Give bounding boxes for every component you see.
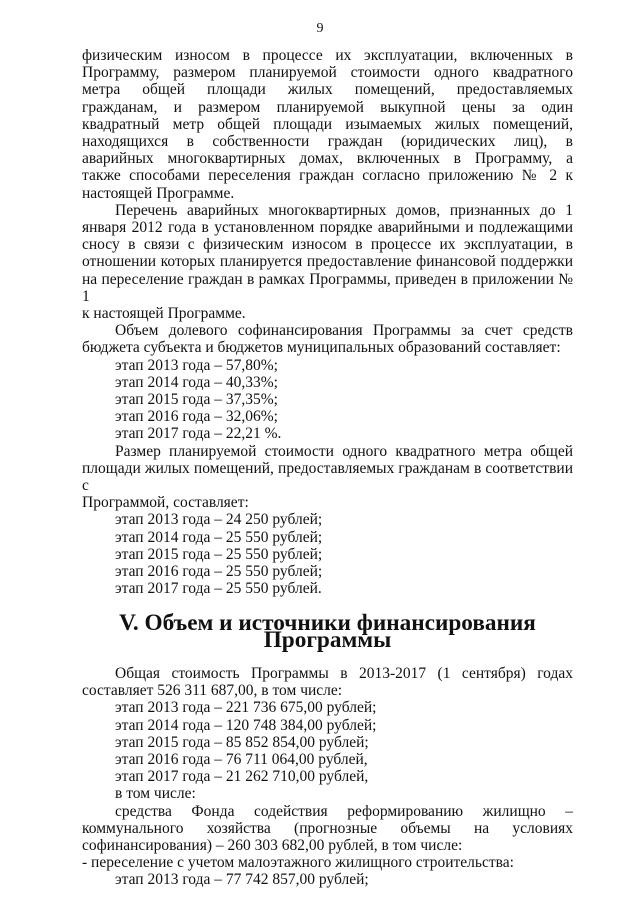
text-line: - переселение с учетом малоэтажного жилищного строительства: (82, 854, 514, 872)
list-item: этап 2015 года – 37,35%; (115, 391, 278, 409)
text-line: на переселение граждан в рамках Программы, приведен в приложении № 1 (82, 270, 573, 305)
list-item: этап 2013 года – 221 736 675,00 рублей; (115, 699, 377, 717)
text-line: коммунального хозяйства (прогнозные объемы на условиях (82, 819, 573, 837)
text-line: софинансирования) – 260 303 682,00 рублей, в том числе: (82, 836, 463, 854)
text-line: к настоящей Программе. (82, 305, 246, 323)
total-stage-list (82, 699, 573, 802)
list-item: этап 2017 года – 22,21 %. (115, 425, 282, 443)
text-line: настоящей Программе. (82, 184, 235, 202)
text-line: Программу, размером планируемой стоимости одного квадратного (82, 64, 573, 82)
list-item: этап 2013 года – 57,80%; (115, 356, 278, 374)
text-line: Перечень аварийных многоквартирных домов, признанных до 1 (115, 201, 573, 219)
page-number: 9 (316, 21, 324, 36)
paragraph-displacement-methods (82, 47, 573, 202)
price-stage-list (82, 511, 573, 597)
paragraph-square-meter-price (82, 443, 573, 512)
list-item: этап 2016 года – 76 711 064,00 рублей, (115, 750, 368, 768)
list-item: этап 2017 года – 21 262 710,00 рублей, (115, 768, 369, 786)
text-line: метра общей площади жилых помещений, предоставляемых (82, 81, 573, 99)
text-line: площади жилых помещений, предоставляемых гражданам в соответствии с (82, 459, 573, 495)
text-line: Общая стоимость Программы в 2013-2017 (1 сентября) годах (115, 664, 573, 682)
section-heading: V. Объем и источники финансирования Программы (119, 609, 536, 653)
text-line: гражданам, и размером планируемой выкупной цены за один (82, 98, 573, 116)
list-item: этап 2014 года – 40,33%; (115, 373, 278, 391)
text-line: сносу в связи с физическим износом в процессе их эксплуатации, в (82, 236, 573, 254)
text-line: находящихся в собственности граждан (юридических лиц), в (82, 133, 573, 151)
text-line: отношении которых планируется предоставление финансовой поддержки (82, 253, 573, 271)
cofinancing-stage-list (82, 357, 573, 443)
list-item: этап 2013 года – 77 742 857,00 рублей; (115, 871, 369, 889)
text-line: средства Фонда содействия реформированию жилищно – (115, 802, 573, 820)
list-item: этап 2015 года – 25 550 рублей; (115, 545, 323, 563)
document-body (82, 47, 573, 889)
text-line: Программой, составляет: (82, 494, 249, 512)
text-line: также способами переселения граждан согласно приложению № 2 к (82, 167, 573, 185)
list-item: этап 2016 года – 25 550 рублей; (115, 563, 323, 581)
paragraph-emergency-houses-list (82, 202, 573, 322)
text-line: аварийных многоквартирных домах, включенных в Программу, а (82, 150, 573, 168)
list-item: этап 2013 года – 24 250 рублей; (115, 511, 323, 529)
text-line: Размер планируемой стоимости одного квадратного метра общей (115, 442, 573, 460)
paragraph-fund-means (82, 803, 573, 855)
text-line: бюджета субъекта и бюджетов муниципальных образований составляет: (82, 339, 561, 357)
list-item: этап 2017 года – 25 550 рублей. (115, 580, 322, 598)
text-line: января 2012 года в установленном порядке аварийными и подлежащими (82, 219, 573, 237)
list-item: этап 2016 года – 32,06%; (115, 408, 278, 426)
list-item: этап 2015 года – 85 852 854,00 рублей; (115, 733, 369, 751)
text-line: Объем долевого софинансирования Программы за счет средств (115, 322, 573, 340)
list-item: в том числе: (115, 785, 196, 803)
list-item: этап 2014 года – 25 550 рублей; (115, 528, 323, 546)
text-line: квадратный метр общей площади изымаемых жилых помещений, (82, 115, 573, 133)
list-item: этап 2014 года – 120 748 384,00 рублей; (115, 716, 377, 734)
paragraph-cofinancing (82, 322, 573, 356)
paragraph-total-cost (82, 665, 573, 699)
text-line: составляет 526 311 687,00, в том числе: (82, 682, 343, 700)
text-line: физическим износом в процессе их эксплуатации, включенных в (82, 47, 573, 64)
